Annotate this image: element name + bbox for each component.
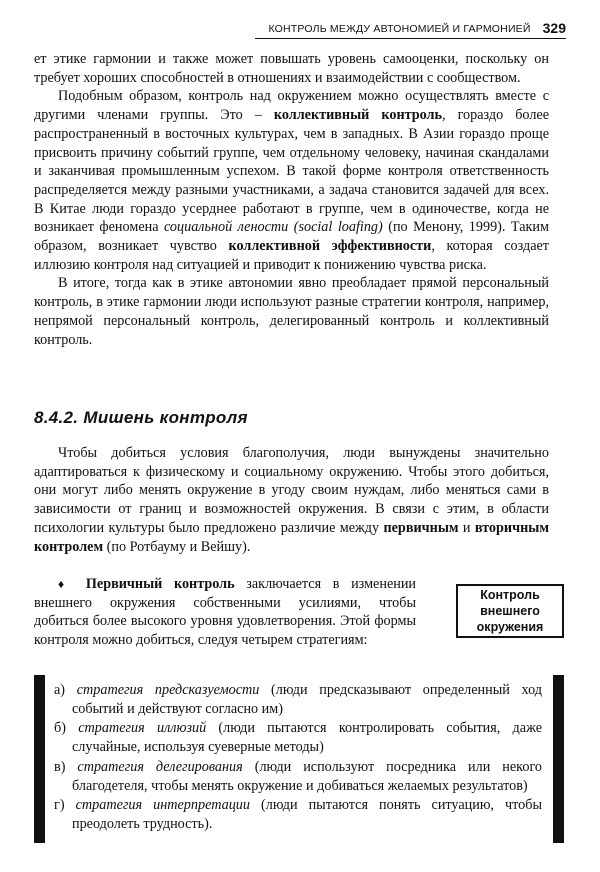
strategy-description: (люди пытаются понять ситуацию, чтобы преодолеть трудность). xyxy=(72,797,543,832)
running-head xyxy=(255,17,566,39)
strategy-name: стратегия иллюзий xyxy=(78,720,207,737)
term-primary-control: Первичный контроль xyxy=(85,576,235,592)
strategy-item xyxy=(54,796,542,833)
item-letter: б) xyxy=(54,720,66,737)
strategy-description: (люди используют посредника или некого благодетеля, чтобы менять окружение и добиваться желаемых результатов) xyxy=(72,758,542,794)
primary-control-text xyxy=(34,575,416,650)
body-text-section xyxy=(34,444,549,556)
right-bar-decoration xyxy=(553,675,564,843)
term-collective-efficacy: коллективной эффективности xyxy=(228,238,432,255)
body-text-top xyxy=(34,50,549,349)
strategy-description: (люди пытаются контролировать события, даже случайные, используя суеверные методы) xyxy=(72,720,542,756)
text-span: Чтобы добиться условия благополучия, люди вынуждены значительно адаптироваться к физическому и социальному окружению. Чтобы этого добиться, они могут либо менять окружение в угоду своим нуждам, либо меняться сами в зависимости от границ и возможностей окружения. В связи с этим, в области психологии культуры было предложено различие между xyxy=(34,445,549,536)
text-span: (по Ротбауму и Вейшу). xyxy=(103,538,251,555)
text-span: (по Менону, 1999). Таким образом, возникает чувство xyxy=(34,219,549,255)
diamond-bullet-icon: ♦ xyxy=(58,577,73,591)
item-letter: г) xyxy=(54,797,65,814)
section-heading: 8.4.2. Мишень контроля xyxy=(34,408,248,427)
strategy-name: стратегия интерпретации xyxy=(75,797,250,814)
paragraph-continued: ет этике гармонии и также может повышать уровень самооценки, поскольку он требует хороших способностей в отношениях и взаимодействии с сообществом. xyxy=(34,51,549,86)
running-title: КОНТРОЛЬ МЕЖДУ АВТОНОМИЕЙ И ГАРМОНИЕЙ xyxy=(268,23,531,35)
text-span: и xyxy=(458,519,475,536)
paragraph-collective-control xyxy=(34,87,549,274)
strategy-item xyxy=(54,681,542,718)
strategy-name: стратегия делегирования xyxy=(77,758,243,775)
text-span: заключается в изменении внешнего окружения собственными усилиями, чтобы добиться более высокого уровня удовлетворения. Этой формы контроля можно добиться, следуя четырем стратегиям: xyxy=(34,576,417,649)
paragraph-summary: В итоге, тогда как в этике автономии явно преобладает прямой персональный контроль, в этике гармонии люди используют разные стратегии контроля, например, непрямой персональный контроль, делегированный контроль и коллективный контроль. xyxy=(34,275,549,348)
page-number: 329 xyxy=(542,20,566,36)
paragraph-control-types xyxy=(34,444,549,556)
strategy-description: (люди предсказывают определенный ход событий и действуют согласно им) xyxy=(72,682,542,717)
term-collective-control: коллективный контроль xyxy=(273,107,443,124)
term-primary: первичным xyxy=(383,519,459,536)
text-span: Подобным образом, контроль над окружением можно осуществлять вместе с другими членами группы. Это – xyxy=(34,88,549,124)
text-span: , гораздо более распространенный в восточных культурах, чем в западных. В Азии гораздо проще присвоить причину событий группе, чем отдельному человеку, начиная скандалами и заканчивая промышленным успехом. В такой форме контроля ответственность распределяется между разными участниками, а задача становится задачей для всех. В Китае люди гораздо усерднее работают в группе, чем в одиночестве, когда не возникает феномена xyxy=(34,107,549,236)
strategy-item xyxy=(54,758,542,795)
strategy-list xyxy=(34,675,564,843)
strategy-name: стратегия предсказуемости xyxy=(76,682,260,698)
text-span: , которая создает иллюзию контроля над ситуацией и приводит к понижению чувства риска. xyxy=(34,238,549,273)
term-secondary-control: вторичным контролем xyxy=(34,519,550,555)
item-letter: в) xyxy=(54,758,66,775)
item-letter: а) xyxy=(54,682,66,698)
margin-note-box: Контроль внешнего окружения xyxy=(456,584,564,638)
term-social-loafing: социальной лености (social loafing) xyxy=(163,219,383,236)
left-bar-decoration xyxy=(34,675,45,843)
strategy-item xyxy=(54,719,542,756)
